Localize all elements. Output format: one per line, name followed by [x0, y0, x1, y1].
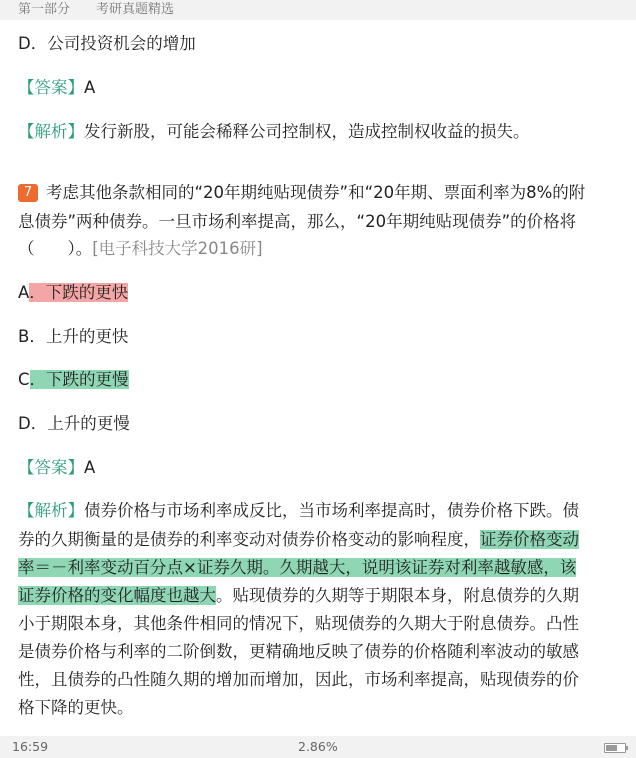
- analysis-text-4b: 。贴现债券的久期等于期限本身，附息债券的久期: [216, 586, 579, 605]
- analysis-line-5: 小于期限本身，其他条件相同的情况下，贴现债券的久期大于附息债券。凸性: [18, 614, 579, 633]
- battery-level: [606, 745, 617, 751]
- analysis-text: 发行新股，可能会稀释公司控制权，造成控制权收益的损失。: [84, 122, 530, 141]
- analysis-line-6: 是债券价格与利率的二阶倒数，更精确地反映了债券的价格随利率波动的敏感: [18, 642, 579, 661]
- question-line-2: 息债券”两种债券。一旦市场利率提高，那么，“20年期纯贴现债券”的价格将: [18, 212, 577, 231]
- analysis-line-4: [18, 584, 618, 608]
- option-d[interactable]: [18, 412, 618, 436]
- answer-value: A: [84, 78, 96, 97]
- option-c-letter: C: [18, 370, 30, 389]
- clock: 16:59: [12, 739, 49, 754]
- answer-label: 【答案】: [18, 458, 84, 477]
- analysis-highlight-1: 证券价格变动: [480, 530, 579, 549]
- question-line-3: [18, 237, 618, 261]
- question-text-1: 考虑其他条款相同的“20年期纯贴现债券”和“20年期、票面利率为8%的附: [46, 183, 586, 202]
- option-b[interactable]: [18, 325, 618, 349]
- option-b-letter: B: [18, 327, 30, 346]
- analysis-text-2a: 券的久期衡量的是债券的利率变动对债券价格变动的影响程度，: [18, 530, 480, 549]
- analysis-line-3: [18, 556, 618, 580]
- section-title: 第一部分: [18, 2, 71, 17]
- analysis-line-7: 性，且债券的凸性随久期的增加而增加，因此，市场利率提高，贴现债券的价: [18, 670, 579, 689]
- analysis-highlight-2: 率＝－利率变动百分点×证券久期。久期越大，说明该证券对利率越敏感，该: [18, 558, 577, 577]
- prev-option-d: D．公司投资机会的增加: [18, 34, 196, 53]
- question-answer: [18, 456, 618, 480]
- analysis-text-1: 债券价格与市场利率成反比，当市场利率提高时，债券价格下跌。债: [84, 501, 579, 520]
- reading-progress: 2.86%: [298, 739, 338, 754]
- analysis-line-8: 格下降的更快。: [18, 698, 134, 717]
- answer-value: A: [84, 458, 96, 477]
- option-d-letter: D: [18, 414, 31, 433]
- question-source: [电子科技大学2016研]: [92, 239, 263, 258]
- reader-footer: [0, 736, 636, 758]
- chapter-title: 考研真题精选: [96, 2, 175, 17]
- prev-analysis: [18, 120, 618, 144]
- prev-answer: [18, 76, 618, 100]
- question-line-1: [18, 181, 618, 205]
- option-a[interactable]: [18, 281, 618, 305]
- analysis-label: 【解析】: [18, 122, 84, 141]
- option-c-text: ．下跌的更慢: [29, 370, 129, 389]
- analysis-label: 【解析】: [18, 501, 84, 520]
- option-c[interactable]: [18, 368, 618, 392]
- question-blank: （ ）。: [18, 239, 93, 258]
- analysis-line-2: [18, 528, 618, 552]
- option-d-text: ．上升的更慢: [30, 414, 130, 433]
- option-b-text: ．上升的更快: [29, 327, 129, 346]
- option-a-text: ．下跌的更快: [29, 283, 129, 302]
- reader-header: [0, 0, 636, 20]
- question-number-badge: 7: [18, 184, 38, 202]
- analysis-highlight-3: 证券价格的变化幅度也越大: [18, 586, 216, 605]
- battery-icon: [604, 743, 626, 753]
- answer-label: 【答案】: [18, 78, 84, 97]
- analysis-line-1: [18, 499, 618, 523]
- option-a-letter: A: [18, 283, 30, 302]
